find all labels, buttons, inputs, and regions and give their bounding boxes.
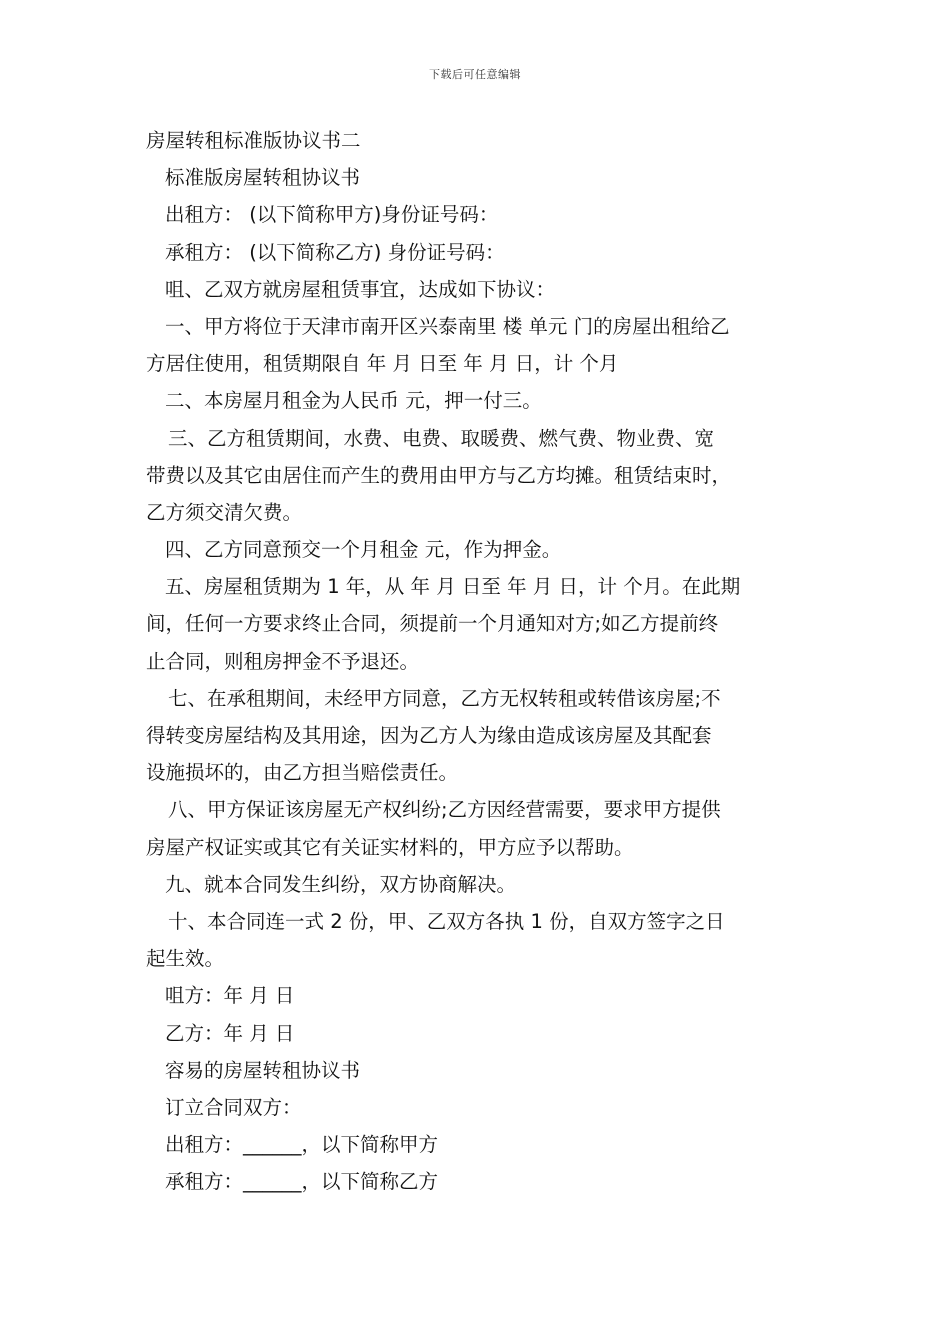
party-a-signature: 咀方：年 月 日 [165,984,295,1008]
clause-8-line-2: 房屋产权证实或其它有关证实材料的，甲方应予以帮助。 [146,835,634,859]
clause-5-line-3: 止合同，则租房押金不予退还。 [146,649,420,673]
doc-title: 房屋转租标准版协议书二 [146,129,361,152]
party-b-signature: 乙方：年 月 日 [165,1021,295,1045]
clause-3-line-1: 三、乙方租赁期间，水费、电费、取暖费、燃气费、物业费、宽 [168,426,715,450]
clause-1-line-1: 一、甲方将位于天津市南开区兴泰南里 楼 单元 门的房屋出租给乙 [165,314,730,338]
clause-5-line-1: 五、房屋租赁期为 1 年，从 年 月 日至 年 月 日，计 个月。在此期 [165,575,741,599]
lessee-line: 承租方： (以下简称乙方) 身份证号码： [165,240,505,264]
clause-10-line-1: 十、本合同连一式 2 份，甲、乙双方各执 1 份，自双方签字之日 [168,909,725,933]
clause-1-line-2: 方居住使用，租赁期限自 年 月 日至 年 月 日，计 个月 [146,352,619,376]
clause-5-line-2: 间，任何一方要求终止合同，须提前一个月通知对方;如乙方提前终 [146,612,719,636]
document-body [146,122,826,1200]
contracting-parties-label: 订立合同双方： [165,1095,302,1119]
clause-3-line-2: 带费以及其它由居住而产生的费用由甲方与乙方均摊。租赁结束时， [146,463,732,487]
header-note: 下载后可任意编辑 [429,68,521,81]
clause-8-line-1: 八、甲方保证该房屋无产权纠纷;乙方因经营需要，要求甲方提供 [168,798,721,822]
lessee-blank-line: 承租方：______，以下简称乙方 [165,1170,439,1194]
clause-10-line-2: 起生效。 [146,947,225,971]
clause-7-line-1: 七、在承租期间，未经甲方同意，乙方无权转租或转借该房屋;不 [168,686,721,710]
clause-2: 二、本房屋月租金为人民币 元，押一付三。 [165,389,542,413]
clause-9: 九、就本合同发生纠纷，双方协商解决。 [165,872,517,896]
section-title-simple-agreement: 容易的房屋转租协议书 [165,1058,361,1082]
clause-4: 四、乙方同意预交一个月租金 元，作为押金。 [165,538,562,562]
agreement-intro: 咀、乙双方就房屋租赁事宜，达成如下协议： [165,277,556,301]
clause-3-line-3: 乙方须交清欠费。 [146,500,303,524]
clause-7-line-2: 得转变房屋结构及其用途，因为乙方人为缘由造成该房屋及其配套 [146,724,712,747]
lessor-line: 出租方： (以下简称甲方)身份证号码： [165,203,499,227]
lessor-blank-line: 出租方：______，以下简称甲方 [165,1133,439,1157]
clause-7-line-3: 设施损坏的，由乙方担当赔偿责任。 [146,761,459,785]
doc-subtitle: 标准版房屋转租协议书 [165,166,361,190]
